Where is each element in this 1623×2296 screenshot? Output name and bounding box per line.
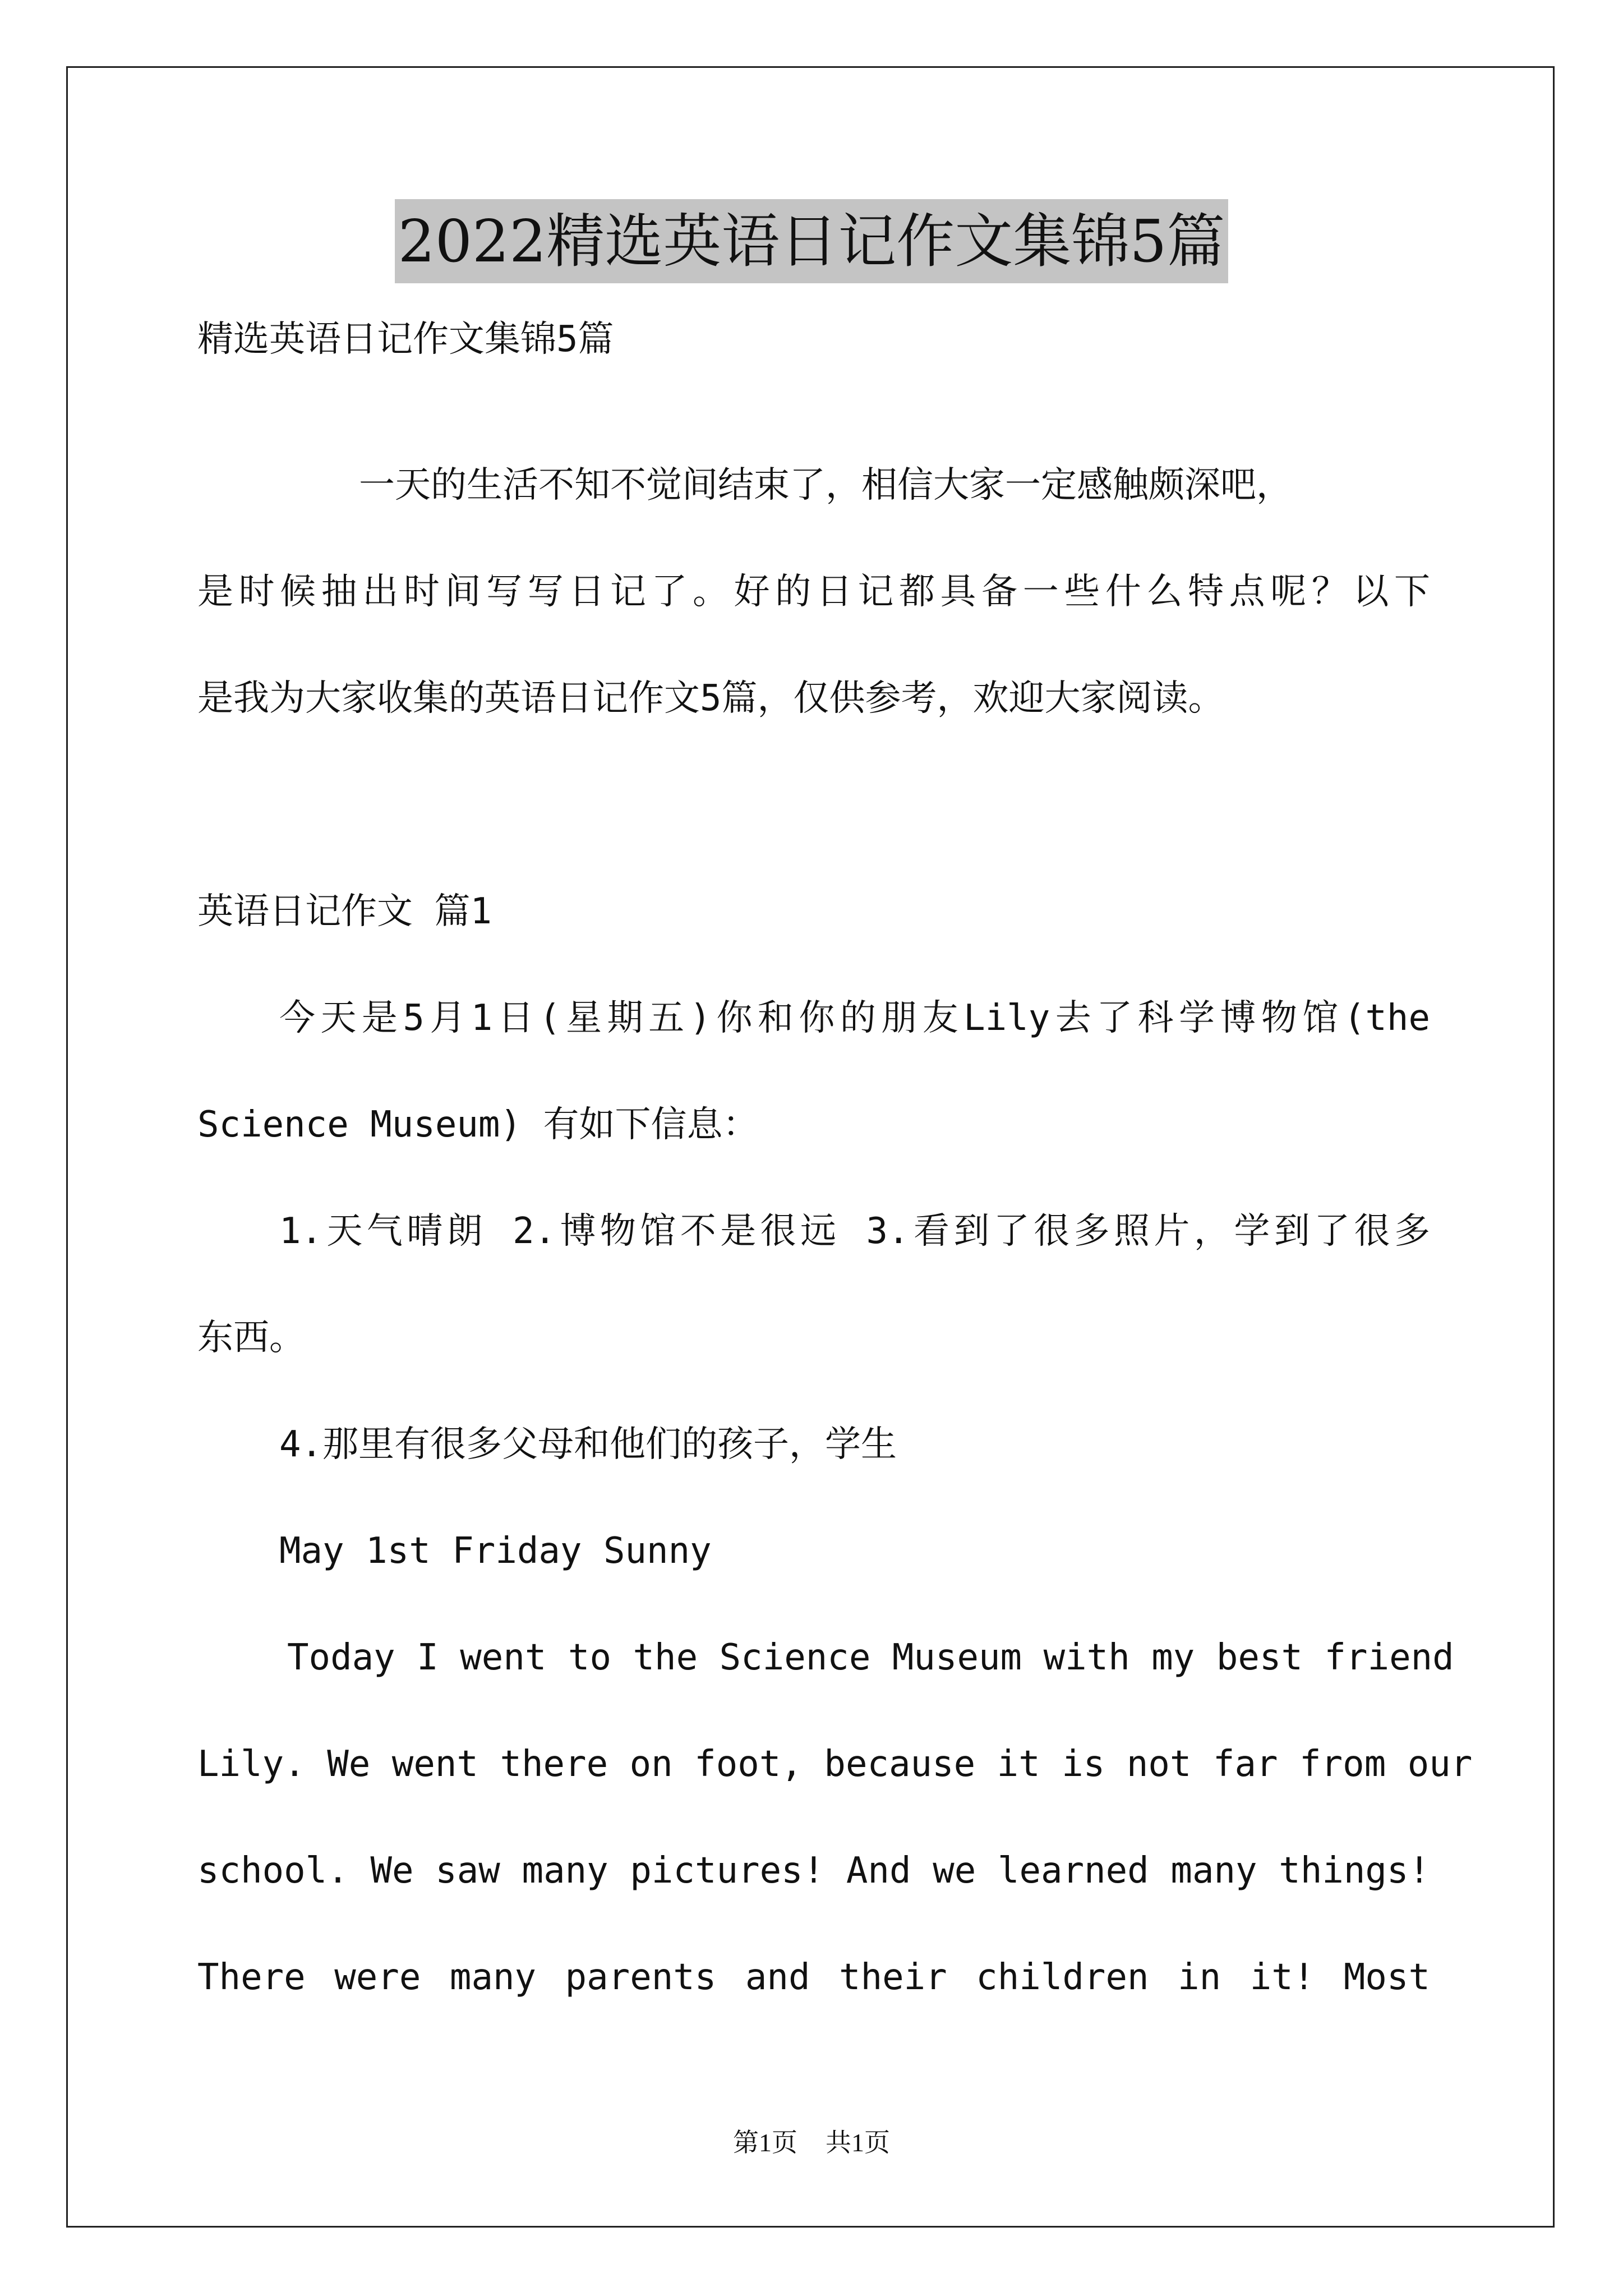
task-line-4: 东西。 (197, 1317, 305, 1359)
title-container (0, 199, 1623, 283)
page-number: 第1页 (733, 2128, 797, 2157)
diary-header: May 1st Friday Sunny (279, 1530, 712, 1572)
diary-line-2: Lily. We went there on foot, because it is not far from our (197, 1743, 1473, 1785)
task-line-1: 今天是5月1日(星期五)你和你的朋友Lily去了科学博物馆(the (279, 997, 1430, 1039)
task-line-2: Science Museum) 有如下信息： (197, 1104, 759, 1145)
section-heading: 英语日记作文 篇1 (197, 891, 492, 932)
diary-line-4: There were many parents and their children in it! Most (197, 1957, 1430, 1998)
page-footer (0, 2123, 1623, 2162)
document-title: 2022精选英语日记作文集锦5篇 (395, 199, 1229, 283)
diary-line-1: Today I went to the Science Museum with my best friend (287, 1637, 1454, 1678)
intro-line-3: 是我为大家收集的英语日记作文5篇，仅供参考，欢迎大家阅读。 (197, 678, 1224, 719)
task-line-5: 4.那里有很多父母和他们的孩子，学生 (279, 1424, 897, 1465)
task-line-3: 1.天气晴朗 2.博物馆不是很远 3.看到了很多照片，学到了很多 (279, 1211, 1430, 1252)
subtitle: 精选英语日记作文集锦5篇 (197, 319, 614, 360)
page-total: 共1页 (826, 2128, 890, 2157)
diary-line-3: school. We saw many pictures! And we learned many things! (197, 1850, 1430, 1892)
intro-line-2: 是时候抽出时间写写日记了。好的日记都具备一些什么特点呢？以下 (197, 571, 1430, 613)
intro-line-1: 一天的生活不知不觉间结束了，相信大家一定感触颇深吧， (359, 464, 1292, 506)
